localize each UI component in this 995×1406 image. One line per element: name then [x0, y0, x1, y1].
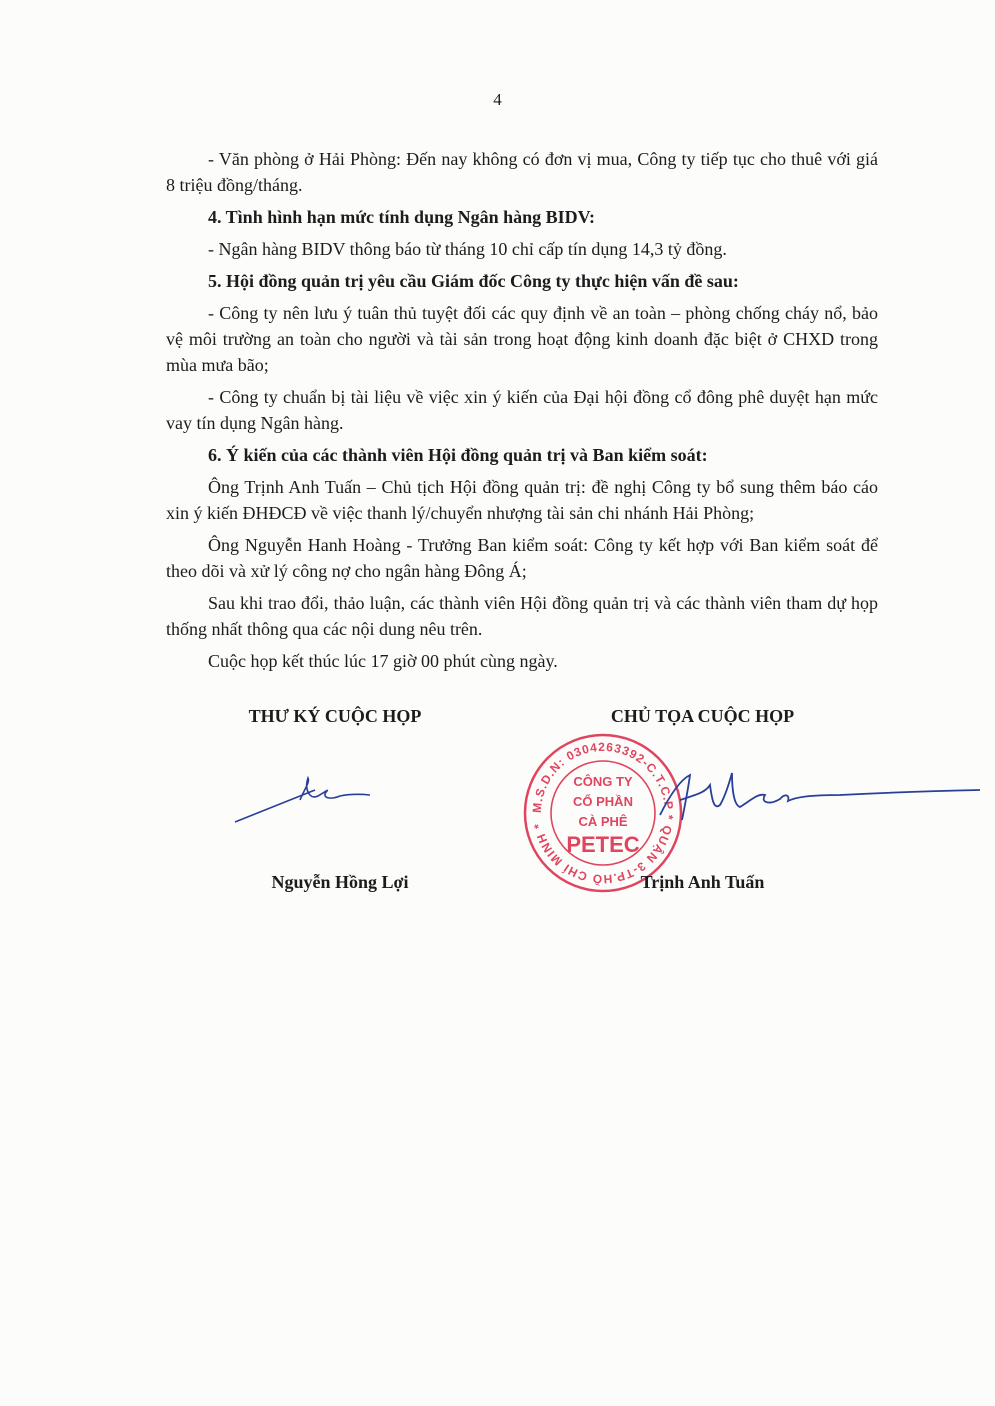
- paragraph: - Công ty chuẩn bị tài liệu về việc xin ý kiến của Đại hội đồng cổ đông phê duyệt hạn mức vay tín dụng Ngân hàng.: [166, 387, 878, 433]
- paragraph: Cuộc họp kết thúc lúc 17 giờ 00 phút cùng ngày.: [208, 651, 558, 671]
- body-text: [166, 146, 878, 680]
- secretary-signature: [230, 770, 380, 830]
- section-heading: 5. Hội đồng quản trị yêu cầu Giám đốc Công ty thực hiện vấn đề sau:: [208, 271, 739, 291]
- secretary-title: THƯ KÝ CUỘC HỌP: [248, 706, 422, 726]
- stamp-line: CÀ PHÊ: [578, 814, 628, 829]
- section-heading: 6. Ý kiến của các thành viên Hội đồng quản trị và Ban kiểm soát:: [208, 445, 708, 465]
- paragraph: - Ngân hàng BIDV thông báo từ tháng 10 chỉ cấp tín dụng 14,3 tỷ đồng.: [208, 239, 727, 259]
- chairman-title: CHỦ TỌA CUỘC HỌP: [610, 706, 795, 726]
- paragraph: Sau khi trao đổi, thảo luận, các thành viên Hội đồng quản trị và các thành viên tham dự họp thống nhất thông qua các nội dung nêu trên.: [166, 593, 878, 639]
- stamp-ring-text: M.S.D.N: 0304263392-C.T.C.P * QUẬN 3-TP.HỒ CHÍ MINH *: [529, 739, 677, 887]
- paragraph: Ông Nguyễn Hanh Hoàng - Trưởng Ban kiểm soát: Công ty kết hợp với Ban kiểm soát để theo dõi và xử lý công nợ cho ngân hàng Đông Á;: [166, 535, 878, 581]
- chairman-signature: [640, 765, 985, 835]
- stamp-line: CỔ PHẦN: [573, 794, 633, 809]
- paragraph: - Văn phòng ở Hải Phòng: Đến nay không có đơn vị mua, Công ty tiếp tục cho thuê với giá 8 triệu đồng/tháng.: [166, 149, 878, 195]
- paragraph: - Công ty nên lưu ý tuân thủ tuyệt đối các quy định về an toàn – phòng chống cháy nổ, bảo vệ môi trường an toàn cho người và tài sản trong hoạt động kinh doanh đặc biệt ở CHXD trong mùa mưa bão;: [166, 303, 878, 375]
- secretary-name: Nguyễn Hồng Lợi: [271, 872, 409, 892]
- page-number: 4: [493, 90, 502, 109]
- stamp-line: CÔNG TY: [573, 774, 633, 789]
- paragraph: Ông Trịnh Anh Tuấn – Chủ tịch Hội đồng quản trị: đề nghị Công ty bổ sung thêm báo cáo xin ý kiến ĐHĐCĐ về việc thanh lý/chuyển nhượng tài sản chi nhánh Hải Phòng;: [166, 477, 878, 523]
- chairman-name: Trịnh Anh Tuấn: [640, 872, 765, 892]
- section-heading: 4. Tình hình hạn mức tính dụng Ngân hàng BIDV:: [208, 207, 595, 227]
- stamp-line: PETEC: [566, 832, 640, 857]
